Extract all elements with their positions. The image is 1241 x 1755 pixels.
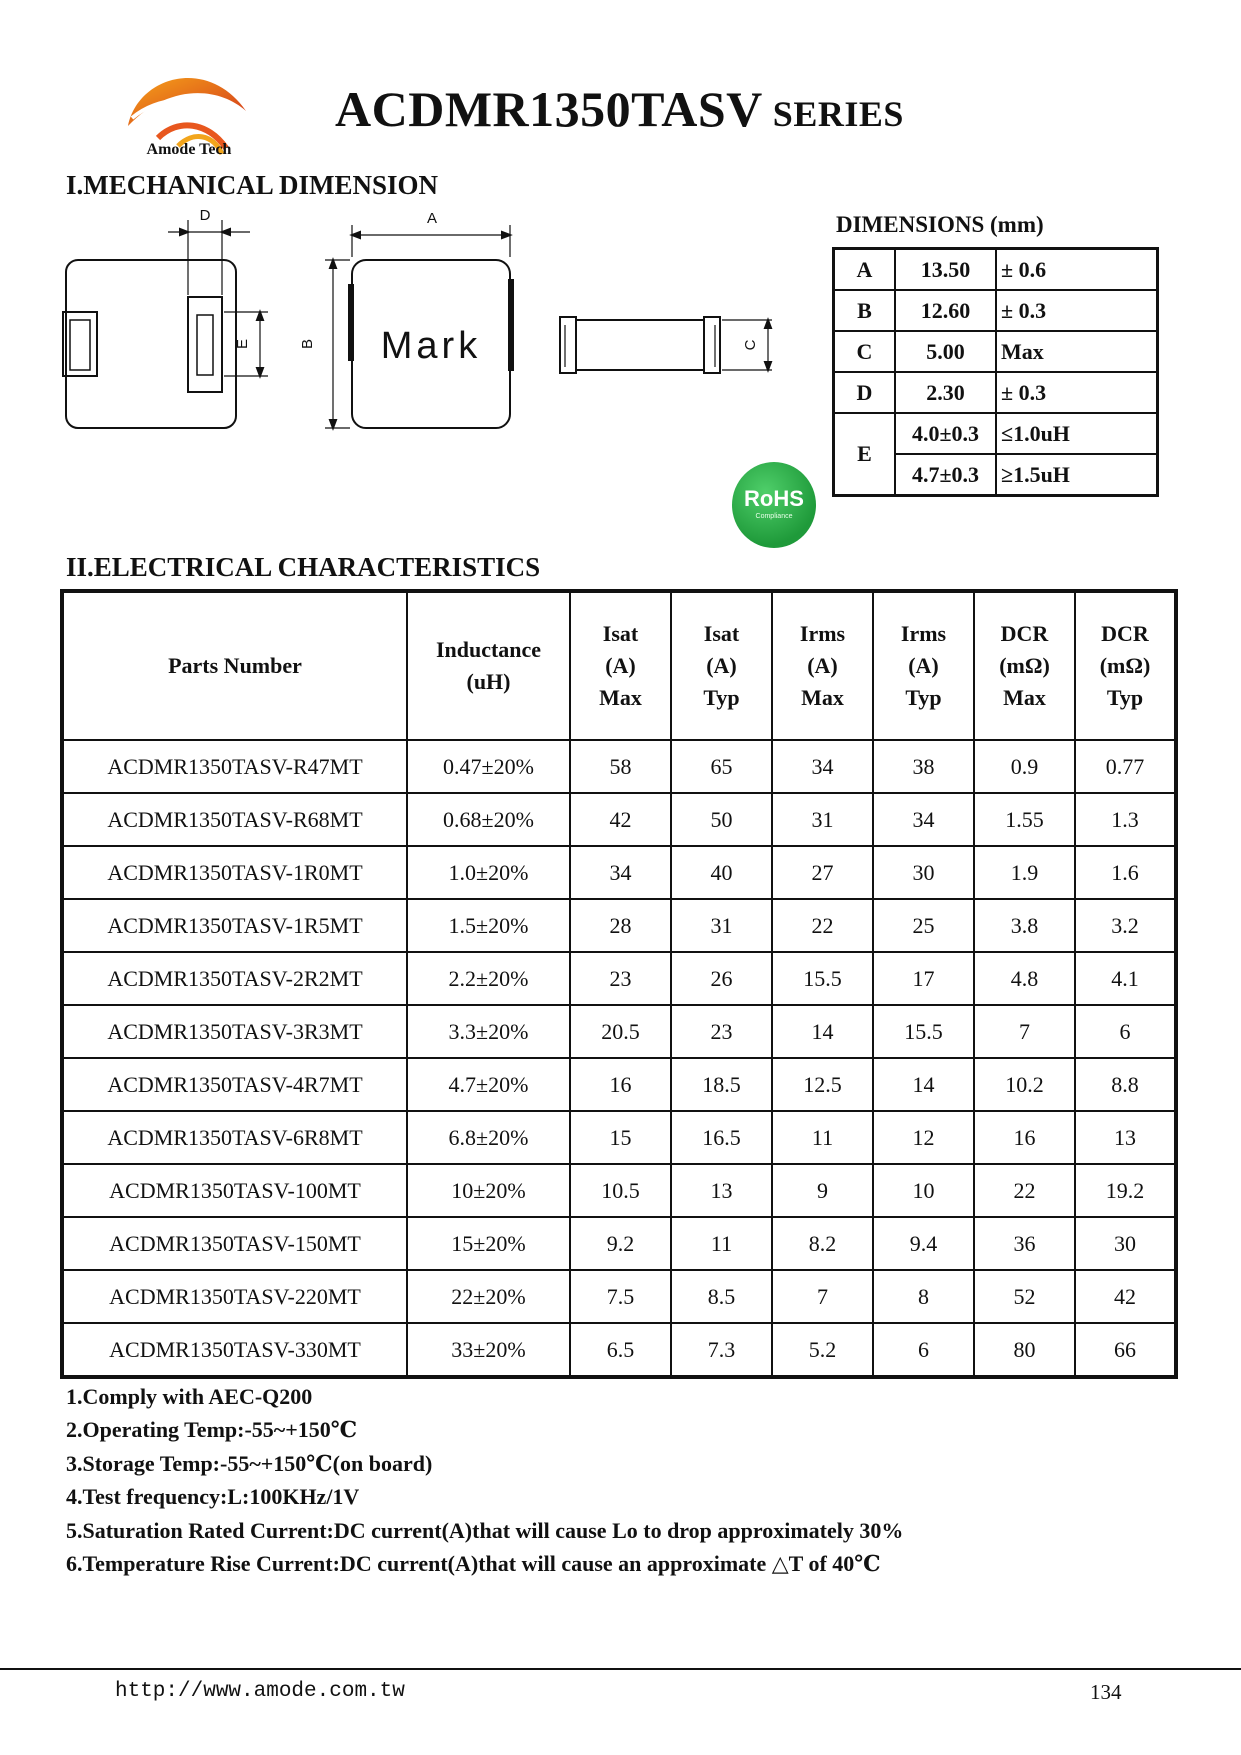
column-header-line: DCR [1101,621,1149,646]
page-number: 134 [1090,1680,1122,1704]
table-cell: 3.8 [974,899,1075,952]
table-cell: 7 [974,1005,1075,1058]
table-cell: 23 [570,952,671,1005]
dimension-tolerance: Max [996,331,1158,372]
table-cell: 30 [873,846,974,899]
table-cell: 10.2 [974,1058,1075,1111]
table-row [62,740,1176,793]
column-header [671,591,772,740]
column-header-line: Max [599,685,642,710]
series-suffix: SERIES [772,94,904,134]
column-header-line: Parts Number [168,653,302,678]
table-cell: 4.7±20% [407,1058,570,1111]
table-cell: 8.2 [772,1217,873,1270]
column-header-line: Isat [703,621,740,646]
section-title-electrical: II.ELECTRICAL CHARACTERISTICS [66,552,541,582]
dimension-condition: ≥1.5uH [996,454,1158,496]
table-row [62,846,1176,899]
dimension-value: 4.0±0.3 [895,413,996,454]
table-cell: 4.8 [974,952,1075,1005]
table-cell: 33±20% [407,1323,570,1377]
column-header-line: Irms [900,621,947,646]
table-row [62,1270,1176,1323]
note-item: 2.Operating Temp:-55~+150℃ [66,1417,358,1443]
table-cell: 11 [671,1217,772,1270]
label-c: C [742,339,759,351]
column-header [1075,591,1176,740]
note-item: 6.Temperature Rise Current:DC current(A)that will cause an approximate △T of 40℃ [66,1550,881,1576]
table-cell: 14 [873,1058,974,1111]
table-cell: 38 [873,740,974,793]
column-header [974,591,1075,740]
table-cell: 20.5 [570,1005,671,1058]
dimension-row-b [834,290,1158,331]
dimension-value: 2.30 [895,372,996,413]
table-cell: 0.77 [1075,740,1176,793]
dimension-tolerance: ± 0.6 [996,249,1158,291]
dimension-value: 4.7±0.3 [895,454,996,496]
dimensions-title: DIMENSIONS (mm) [836,212,1044,237]
dimension-value: 13.50 [895,249,996,291]
column-header-line: (A) [605,653,636,678]
table-row [62,899,1176,952]
table-cell: 16 [570,1058,671,1111]
table-cell: 8 [873,1270,974,1323]
column-header-line: (A) [706,653,737,678]
label-a: A [426,210,438,227]
mechanical-drawings [60,205,800,440]
dimension-value: 5.00 [895,331,996,372]
rohs-label: RoHS [744,486,804,511]
table-cell: 25 [873,899,974,952]
label-b: B [299,338,316,350]
column-header [570,591,671,740]
dimension-key: E [834,413,896,496]
table-cell: 1.0±20% [407,846,570,899]
dimension-row-e1 [834,413,1158,454]
footer-divider [0,1668,1241,1670]
part-number-cell: ACDMR1350TASV-100MT [62,1164,407,1217]
rohs-badge [732,462,816,548]
dimension-row-a [834,249,1158,291]
dimension-key: D [834,372,896,413]
column-header-line: (uH) [466,669,511,694]
table-cell: 26 [671,952,772,1005]
column-header-line: (A) [908,653,939,678]
table-cell: 30 [1075,1217,1176,1270]
table-cell: 34 [570,846,671,899]
table-cell: 7.5 [570,1270,671,1323]
column-header-line: (mΩ) [999,653,1050,678]
table-row [62,1111,1176,1164]
table-row [62,1058,1176,1111]
table-cell: 15±20% [407,1217,570,1270]
table-cell: 19.2 [1075,1164,1176,1217]
table-cell: 12.5 [772,1058,873,1111]
table-cell: 15.5 [772,952,873,1005]
table-cell: 66 [1075,1323,1176,1377]
table-cell: 1.3 [1075,793,1176,846]
logo-text: Amode Tech [146,141,232,158]
table-cell: 2.2±20% [407,952,570,1005]
bottom-view-body [66,260,236,428]
table-cell: 18.5 [671,1058,772,1111]
mark-label: Mark [380,325,482,367]
column-header-line: Typ [905,685,942,710]
table-cell: 28 [570,899,671,952]
column-header-line: (mΩ) [1099,653,1151,678]
notes-list [66,1380,1206,1580]
part-number-cell: ACDMR1350TASV-6R8MT [62,1111,407,1164]
table-cell: 10.5 [570,1164,671,1217]
series-name: ACDMR1350TASV [335,81,763,137]
table-cell: 22±20% [407,1270,570,1323]
table-cell: 3.2 [1075,899,1176,952]
table-cell: 6.8±20% [407,1111,570,1164]
part-number-cell: ACDMR1350TASV-220MT [62,1270,407,1323]
part-number-cell: ACDMR1350TASV-R47MT [62,740,407,793]
part-number-cell: ACDMR1350TASV-R68MT [62,793,407,846]
table-cell: 42 [570,793,671,846]
side-view-body [560,320,720,370]
table-cell: 50 [671,793,772,846]
part-number-cell: ACDMR1350TASV-150MT [62,1217,407,1270]
table-cell: 1.5±20% [407,899,570,952]
table-row [62,1164,1176,1217]
table-row [62,1323,1176,1377]
column-header [407,591,570,740]
table-cell: 16.5 [671,1111,772,1164]
note-item: 1.Comply with AEC-Q200 [66,1384,313,1409]
page-title [335,80,904,138]
column-header-line: Typ [703,685,740,710]
table-cell: 52 [974,1270,1075,1323]
column-header-line: Inductance [435,637,542,662]
bottom-view-pad-left [63,312,97,376]
table-row [62,952,1176,1005]
part-number-cell: ACDMR1350TASV-2R2MT [62,952,407,1005]
table-cell: 10±20% [407,1164,570,1217]
table-cell: 0.47±20% [407,740,570,793]
rohs-sublabel: Compliance [755,513,793,520]
column-header-line: DCR [1000,621,1049,646]
column-header-line: Isat [602,621,639,646]
table-cell: 7.3 [671,1323,772,1377]
table-cell: 0.68±20% [407,793,570,846]
table-cell: 9.2 [570,1217,671,1270]
dimension-condition: ≤1.0uH [996,413,1158,454]
table-cell: 34 [873,793,974,846]
table-cell: 22 [974,1164,1075,1217]
dimension-row-c [834,331,1158,372]
column-header [772,591,873,740]
table-cell: 34 [772,740,873,793]
table-cell: 1.9 [974,846,1075,899]
table-cell: 4.1 [1075,952,1176,1005]
dimension-key: B [834,290,896,331]
table-cell: 7 [772,1270,873,1323]
table-cell: 14 [772,1005,873,1058]
dimension-tolerance: ± 0.3 [996,372,1158,413]
table-header-row [62,591,1176,740]
table-cell: 13 [1075,1111,1176,1164]
table-cell: 31 [772,793,873,846]
table-cell: 6 [873,1323,974,1377]
table-cell: 15 [570,1111,671,1164]
part-number-cell: ACDMR1350TASV-1R5MT [62,899,407,952]
bottom-view-pad-right [188,297,222,392]
table-cell: 8.8 [1075,1058,1176,1111]
table-cell: 80 [974,1323,1075,1377]
table-cell: 17 [873,952,974,1005]
column-header-line: Irms [799,621,846,646]
table-cell: 10 [873,1164,974,1217]
dimension-key: A [834,249,896,291]
table-cell: 16 [974,1111,1075,1164]
electrical-table [60,589,1178,1379]
table-cell: 6.5 [570,1323,671,1377]
table-cell: 1.6 [1075,846,1176,899]
table-cell: 12 [873,1111,974,1164]
part-number-cell: ACDMR1350TASV-330MT [62,1323,407,1377]
column-header-line: Typ [1106,685,1144,710]
table-cell: 58 [570,740,671,793]
column-header [873,591,974,740]
table-cell: 5.2 [772,1323,873,1377]
table-cell: 9.4 [873,1217,974,1270]
table-cell: 0.9 [974,740,1075,793]
column-header-line: Max [1003,685,1046,710]
column-header-line: (A) [807,653,838,678]
note-item: 3.Storage Temp:-55~+150℃(on board) [66,1450,433,1476]
table-row [62,793,1176,846]
dimension-row-d [834,372,1158,413]
note-item: 4.Test frequency:L:100KHz/1V [66,1484,360,1510]
dimensions-table [832,247,1159,497]
table-row [62,1005,1176,1058]
table-cell: 27 [772,846,873,899]
table-cell: 31 [671,899,772,952]
dimension-key: C [834,331,896,372]
table-cell: 15.5 [873,1005,974,1058]
part-number-cell: ACDMR1350TASV-3R3MT [62,1005,407,1058]
table-cell: 42 [1075,1270,1176,1323]
label-e: E [234,338,251,350]
table-cell: 40 [671,846,772,899]
table-cell: 1.55 [974,793,1075,846]
table-cell: 3.3±20% [407,1005,570,1058]
part-number-cell: ACDMR1350TASV-4R7MT [62,1058,407,1111]
table-cell: 22 [772,899,873,952]
label-d: D [199,207,211,224]
table-cell: 8.5 [671,1270,772,1323]
section-title-mechanical: I.MECHANICAL DIMENSION [66,170,439,200]
table-cell: 6 [1075,1005,1176,1058]
dimension-tolerance: ± 0.3 [996,290,1158,331]
dimension-value: 12.60 [895,290,996,331]
table-cell: 23 [671,1005,772,1058]
note-item: 5.Saturation Rated Current:DC current(A)that will cause Lo to drop approximately 30% [66,1517,904,1543]
footer-url[interactable]: http://www.amode.com.tw [115,1680,405,1703]
table-cell: 11 [772,1111,873,1164]
column-header [62,591,407,740]
table-cell: 9 [772,1164,873,1217]
part-number-cell: ACDMR1350TASV-1R0MT [62,846,407,899]
table-row [62,1217,1176,1270]
table-cell: 36 [974,1217,1075,1270]
column-header-line: Max [801,685,844,710]
table-cell: 65 [671,740,772,793]
table-cell: 13 [671,1164,772,1217]
